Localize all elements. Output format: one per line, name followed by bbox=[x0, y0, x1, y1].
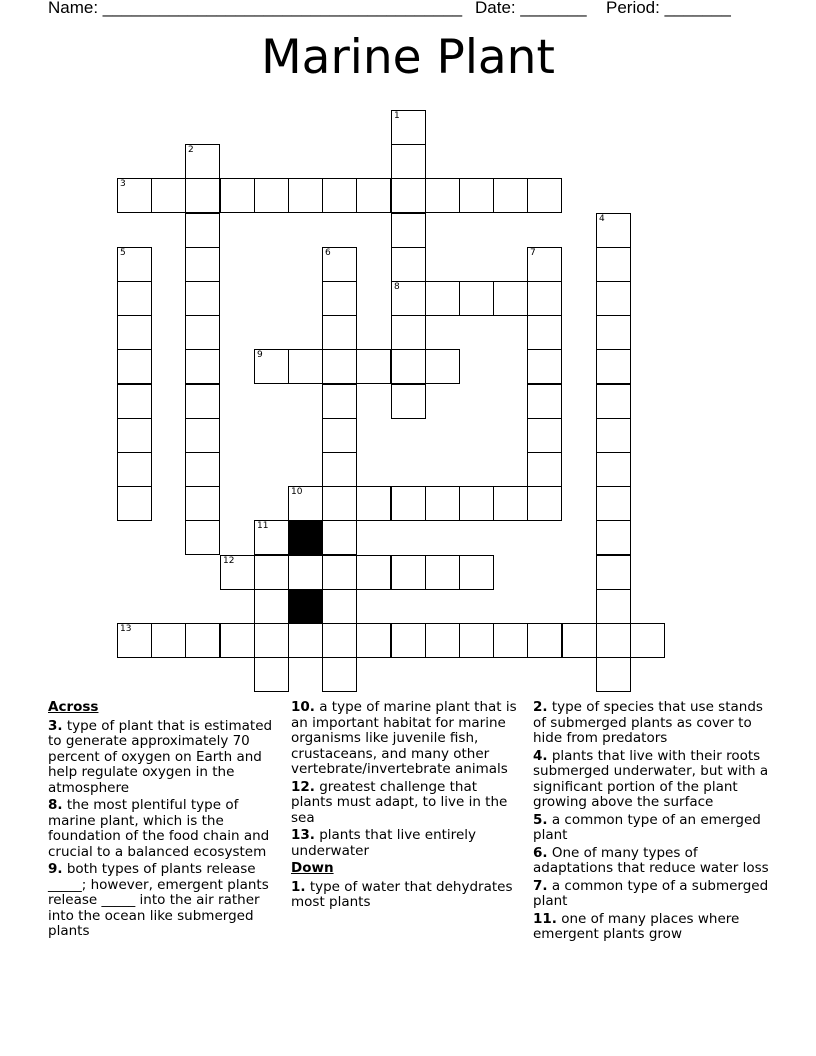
period-field-label: Period: _______ bbox=[606, 0, 731, 17]
crossword-cell[interactable] bbox=[185, 486, 220, 521]
down-heading: Down bbox=[291, 860, 334, 876]
clue-across: 13. plants that live entirely underwater bbox=[291, 827, 476, 859]
crossword-cell[interactable] bbox=[391, 247, 426, 282]
clue-column-2 bbox=[291, 700, 519, 913]
clue-number: 7 bbox=[530, 248, 536, 258]
crossword-cell[interactable] bbox=[185, 418, 220, 453]
crossword-cell[interactable] bbox=[425, 486, 460, 521]
clue-down: 6. One of many types of adaptations that reduce water loss bbox=[533, 844, 769, 876]
crossword-cell[interactable] bbox=[527, 281, 562, 316]
crossword-cell[interactable] bbox=[322, 589, 357, 624]
crossword-cell[interactable] bbox=[493, 178, 528, 213]
crossword-cell[interactable] bbox=[596, 520, 631, 555]
crossword-cell[interactable] bbox=[220, 555, 255, 590]
crossword-cell[interactable] bbox=[391, 623, 426, 658]
crossword-cell[interactable] bbox=[185, 247, 220, 282]
crossword-cell[interactable] bbox=[254, 589, 289, 624]
clue-number: 5 bbox=[120, 248, 126, 258]
page-title: Marine Plant bbox=[261, 30, 555, 85]
crossword-cell[interactable] bbox=[391, 144, 426, 179]
crossword-cell[interactable] bbox=[185, 384, 220, 419]
crossword-cell[interactable] bbox=[391, 213, 426, 248]
crossword-cell[interactable] bbox=[391, 110, 426, 145]
crossword-cell[interactable] bbox=[391, 384, 426, 419]
clue-across: 8. the most plentiful type of marine plant, which is the foundation of the food chain and crucial to a balanced ecosystem bbox=[48, 797, 270, 860]
crossword-cell[interactable] bbox=[356, 555, 391, 590]
crossword-cell[interactable] bbox=[322, 520, 357, 555]
crossword-cell[interactable] bbox=[322, 657, 357, 692]
clue-number: 3 bbox=[120, 179, 126, 189]
crossword-cell[interactable] bbox=[527, 452, 562, 487]
crossword-cell[interactable] bbox=[527, 315, 562, 350]
name-field-label: Name: ______________________________________ bbox=[48, 0, 463, 17]
clue-across: 9. both types of plants release _____; however, emergent plants release _____ into the air rather into the ocean like submerged plants bbox=[48, 861, 269, 939]
crossword-cell[interactable] bbox=[185, 520, 220, 555]
clue-number: 4 bbox=[599, 214, 605, 224]
crossword-cell[interactable] bbox=[288, 178, 323, 213]
crossword-cell[interactable] bbox=[185, 213, 220, 248]
crossword-cell[interactable] bbox=[459, 486, 494, 521]
crossword-cell[interactable] bbox=[185, 144, 220, 179]
crossword-cell[interactable] bbox=[322, 623, 357, 658]
crossword-cell[interactable] bbox=[117, 452, 152, 487]
crossword-cell[interactable] bbox=[254, 657, 289, 692]
crossword-cell[interactable] bbox=[527, 486, 562, 521]
crossword-cell[interactable] bbox=[596, 657, 631, 692]
crossword-cell[interactable] bbox=[185, 452, 220, 487]
crossword-cell[interactable] bbox=[596, 247, 631, 282]
crossword-cell[interactable] bbox=[356, 349, 391, 384]
crossword-cell[interactable] bbox=[288, 555, 323, 590]
crossword-cell[interactable] bbox=[356, 178, 391, 213]
crossword-cell[interactable] bbox=[493, 623, 528, 658]
crossword-cell[interactable] bbox=[288, 623, 323, 658]
crossword-cell[interactable] bbox=[322, 281, 357, 316]
crossword-cell[interactable] bbox=[391, 555, 426, 590]
crossword-cell[interactable] bbox=[185, 178, 220, 213]
crossword-cell[interactable] bbox=[459, 178, 494, 213]
crossword-cell[interactable] bbox=[596, 315, 631, 350]
crossword-cell[interactable] bbox=[459, 623, 494, 658]
clue-number: 13 bbox=[120, 624, 132, 634]
crossword-cell[interactable] bbox=[185, 315, 220, 350]
crossword-cell[interactable] bbox=[596, 213, 631, 248]
clue-down: 5. a common type of an emerged plant bbox=[533, 811, 761, 843]
crossword-cell[interactable] bbox=[288, 349, 323, 384]
crossword-cell[interactable] bbox=[151, 178, 186, 213]
clue-down: 11. one of many places where emergent plants grow bbox=[533, 910, 740, 942]
crossword-cell[interactable] bbox=[527, 247, 562, 282]
crossword-cell[interactable] bbox=[117, 623, 152, 658]
crossword-cell[interactable] bbox=[117, 281, 152, 316]
across-heading: Across bbox=[48, 699, 99, 715]
crossword-cell[interactable] bbox=[527, 418, 562, 453]
crossword-cell[interactable] bbox=[322, 315, 357, 350]
crossword-cell[interactable] bbox=[117, 178, 152, 213]
crossword-cell[interactable] bbox=[322, 384, 357, 419]
crossword-cell[interactable] bbox=[630, 623, 665, 658]
crossword-cell[interactable] bbox=[493, 281, 528, 316]
crossword-cell[interactable] bbox=[596, 589, 631, 624]
crossword-cell[interactable] bbox=[117, 349, 152, 384]
crossword-cell[interactable] bbox=[596, 555, 631, 590]
date-field-label: Date: _______ bbox=[475, 0, 587, 17]
crossword-cell[interactable] bbox=[527, 349, 562, 384]
crossword-cell[interactable] bbox=[356, 623, 391, 658]
clue-number: 9 bbox=[257, 350, 263, 360]
crossword-cell[interactable] bbox=[596, 384, 631, 419]
crossword-cell[interactable] bbox=[391, 349, 426, 384]
crossword-cell[interactable] bbox=[322, 178, 357, 213]
crossword-cell[interactable] bbox=[596, 418, 631, 453]
clue-down: 4. plants that live with their roots submerged underwater, but with a significant portion of the plant growing above the surface bbox=[533, 747, 769, 810]
crossword-cell[interactable] bbox=[254, 178, 289, 213]
crossword-cell[interactable] bbox=[288, 486, 323, 521]
clue-down: 7. a common type of a submerged plant bbox=[533, 877, 769, 909]
crossword-cell[interactable] bbox=[117, 486, 152, 521]
crossword-cell[interactable] bbox=[425, 349, 460, 384]
crossword-cell[interactable] bbox=[596, 486, 631, 521]
crossword-cell[interactable] bbox=[254, 349, 289, 384]
crossword-cell[interactable] bbox=[322, 555, 357, 590]
crossword-cell[interactable] bbox=[254, 623, 289, 658]
crossword-cell[interactable] bbox=[425, 281, 460, 316]
crossword-cell[interactable] bbox=[459, 281, 494, 316]
clue-number: 8 bbox=[394, 282, 400, 292]
clue-number: 6 bbox=[325, 248, 331, 258]
crossword-cell[interactable] bbox=[356, 486, 391, 521]
clue-column-3 bbox=[533, 700, 769, 945]
crossword-cell[interactable] bbox=[322, 486, 357, 521]
clue-down: 1. type of water that dehydrates most plants bbox=[291, 878, 513, 910]
crossword-cell[interactable] bbox=[117, 247, 152, 282]
crossword-cell[interactable] bbox=[425, 178, 460, 213]
crossword-cell[interactable] bbox=[391, 178, 426, 213]
crossword-cell[interactable] bbox=[425, 555, 460, 590]
clue-number: 10 bbox=[291, 487, 303, 497]
crossword-cell[interactable] bbox=[220, 623, 255, 658]
crossword-cell[interactable] bbox=[254, 555, 289, 590]
clue-across: 12. greatest challenge that plants must adapt, to live in the sea bbox=[291, 778, 508, 826]
crossword-cell[interactable] bbox=[459, 555, 494, 590]
clue-column-1 bbox=[48, 700, 280, 942]
clue-down: 2. type of species that use stands of submerged plants as cover to hide from predators bbox=[533, 699, 763, 746]
crossword-cell[interactable] bbox=[425, 623, 460, 658]
crossword-cell[interactable] bbox=[254, 520, 289, 555]
crossword-cell[interactable] bbox=[596, 281, 631, 316]
clue-number: 1 bbox=[394, 111, 400, 121]
clue-across: 3. type of plant that is estimated to generate approximately 70 percent of oxygen on Earth and help regulate oxygen in the atmosphere bbox=[48, 717, 273, 796]
crossword-cell[interactable] bbox=[117, 418, 152, 453]
clue-number: 11 bbox=[257, 521, 269, 531]
crossword-cell[interactable] bbox=[185, 349, 220, 384]
crossword-cell[interactable] bbox=[562, 623, 597, 658]
black-cell bbox=[288, 520, 323, 555]
crossword-cell[interactable] bbox=[527, 178, 562, 213]
clue-number: 2 bbox=[188, 145, 194, 155]
crossword-cell[interactable] bbox=[493, 486, 528, 521]
crossword-cell[interactable] bbox=[151, 623, 186, 658]
crossword-cell[interactable] bbox=[185, 623, 220, 658]
crossword-cell[interactable] bbox=[527, 623, 562, 658]
crossword-cell[interactable] bbox=[322, 349, 357, 384]
crossword-cell[interactable] bbox=[117, 315, 152, 350]
crossword-cell[interactable] bbox=[117, 384, 152, 419]
clue-number: 12 bbox=[223, 556, 235, 566]
crossword-cell[interactable] bbox=[527, 384, 562, 419]
crossword-cell[interactable] bbox=[391, 486, 426, 521]
black-cell bbox=[288, 589, 323, 624]
clue-across: 10. a type of marine plant that is an important habitat for marine organisms like juvenile fish, crustaceans, and many other vertebrate/invertebrate animals bbox=[291, 699, 517, 777]
crossword-cell[interactable] bbox=[596, 452, 631, 487]
crossword-cell[interactable] bbox=[322, 418, 357, 453]
crossword-cell[interactable] bbox=[322, 452, 357, 487]
crossword-cell[interactable] bbox=[220, 178, 255, 213]
crossword-cell[interactable] bbox=[185, 281, 220, 316]
crossword-cell[interactable] bbox=[391, 315, 426, 350]
crossword-cell[interactable] bbox=[596, 349, 631, 384]
crossword-cell[interactable] bbox=[596, 623, 631, 658]
crossword-cell[interactable] bbox=[391, 281, 426, 316]
crossword-cell[interactable] bbox=[322, 247, 357, 282]
